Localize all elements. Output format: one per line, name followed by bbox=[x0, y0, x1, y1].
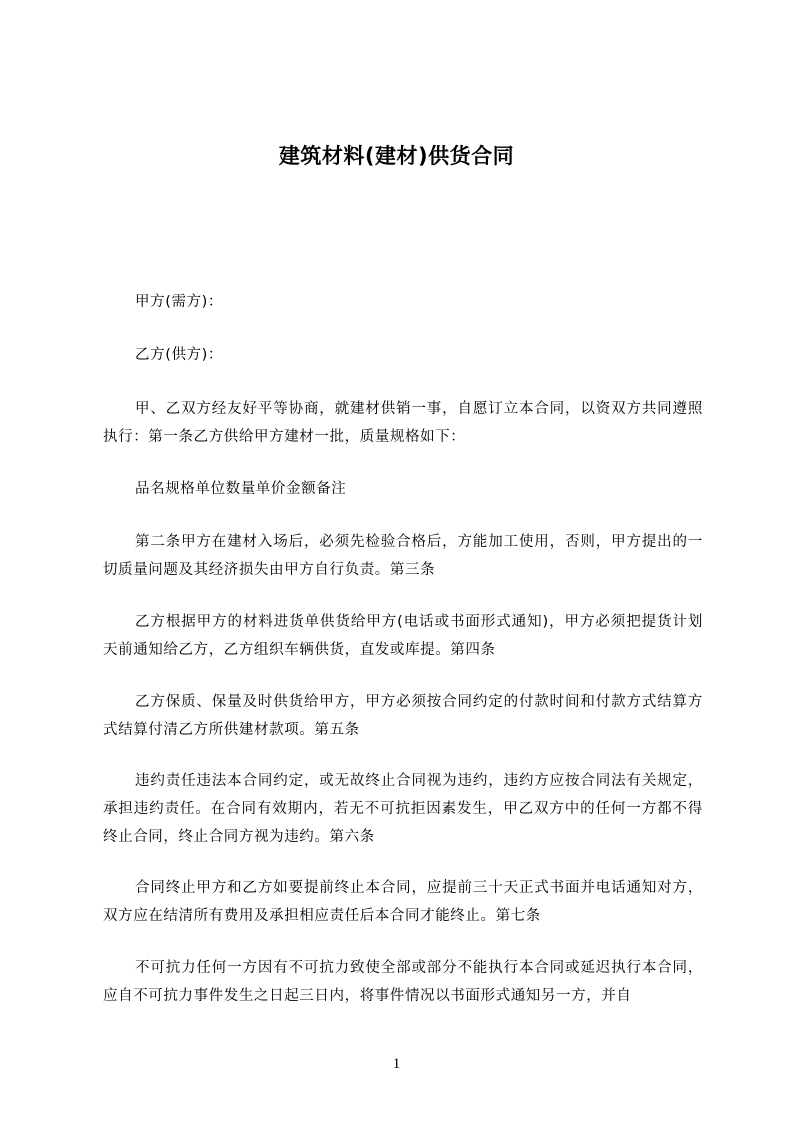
party-a-line: 甲方(需方)： bbox=[135, 294, 224, 310]
intro-paragraph: 甲、乙双方经友好平等协商，就建材供销一事，自愿订立本合同，以资双方共同遵照执行：第一条乙方供给甲方建材一批，质量规格如下： bbox=[103, 401, 703, 445]
item-table-header-line: 品名规格单位数量单价金额备注 bbox=[135, 481, 347, 497]
page-number: 1 bbox=[392, 1056, 401, 1072]
article-2-paragraph: 第二条甲方在建材入场后，必须先检验合格后，方能加工使用，否则，甲方提出的一切质量问题及其经济损失由甲方自行负责。第三条 bbox=[103, 534, 703, 578]
article-3-paragraph: 乙方根据甲方的材料进货单供货给甲方(电话或书面形式通知)，甲方必须把提货计划天前通知给乙方，乙方组织车辆供货，直发或库提。第四条 bbox=[103, 614, 703, 658]
article-6-paragraph: 合同终止甲方和乙方如要提前终止本合同，应提前三十天正式书面并电话通知对方，双方应在结清所有费用及承担相应责任后本合同才能终止。第七条 bbox=[103, 880, 703, 924]
article-7-paragraph: 不可抗力任何一方因有不可抗力致使全部或部分不能执行本合同或延迟执行本合同，应自不可抗力事件发生之日起三日内，将事件情况以书面形式通知另一方，并自 bbox=[103, 960, 703, 1004]
article-5-paragraph: 违约责任违法本合同约定，或无故终止合同视为违约，违约方应按合同法有关规定，承担违约责任。在合同有效期内，若无不可抗拒因素发生，甲乙双方中的任何一方都不得终止合同，终止合同方视为违约。第六条 bbox=[103, 773, 703, 845]
article-4-paragraph: 乙方保质、保量及时供货给甲方，甲方必须按合同约定的付款时间和付款方式结算方式结算付清乙方所供建材款项。第五条 bbox=[103, 694, 703, 738]
document-title: 建筑材料(建材)供货合同 bbox=[278, 144, 515, 168]
party-b-line: 乙方(供方)： bbox=[135, 347, 224, 363]
